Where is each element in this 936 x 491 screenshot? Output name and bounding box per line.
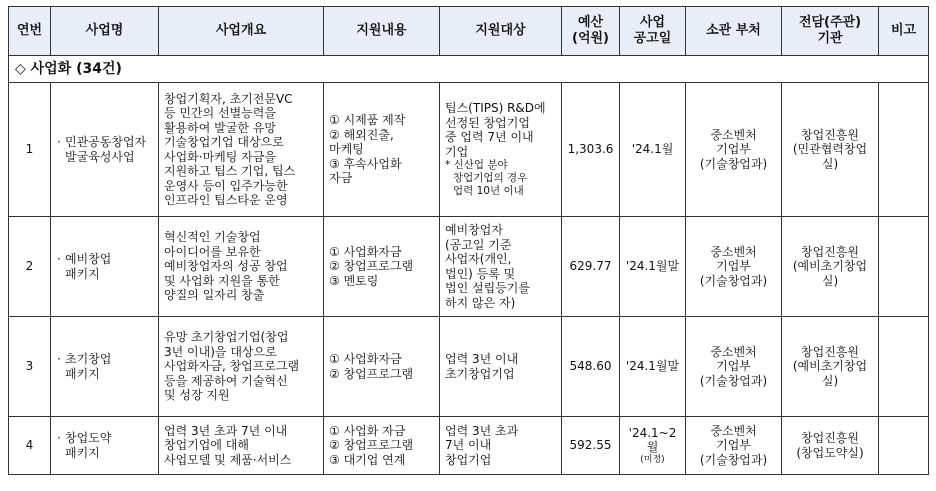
line-text: 초기창업 xyxy=(65,352,112,366)
line-text: 창업기업의 경우 xyxy=(453,172,528,184)
header-notice: 사업 공고일 xyxy=(620,7,686,56)
support-target xyxy=(440,217,562,317)
header-target: 지원대상 xyxy=(440,7,562,56)
line-text: 실) xyxy=(821,273,839,288)
line-text: 팁스(TIPS) R&D에 xyxy=(445,101,546,115)
line-text: ② 창업프로그램 xyxy=(329,438,414,453)
support-content xyxy=(324,83,440,217)
line-text: 지원하고 팁스 기업, 팁스 xyxy=(164,164,296,178)
row-number: 3 xyxy=(9,317,51,417)
line-text: 실) xyxy=(821,373,839,388)
line-text: 패키지 xyxy=(65,266,100,281)
support-content xyxy=(324,417,440,475)
budget-value: 548.60 xyxy=(562,317,620,417)
line-text: 및 사업화 지원을 통한 xyxy=(164,273,280,288)
remarks xyxy=(879,217,929,317)
section-row xyxy=(9,56,929,83)
support-content xyxy=(324,217,440,317)
line-text: 기술창업기업 대상으로 xyxy=(164,135,284,149)
line-text: (기술창업과) xyxy=(699,373,768,388)
line-text: 혁신적인 기술창업 xyxy=(164,230,261,245)
header-row xyxy=(9,7,929,56)
line-text: (기술창업과) xyxy=(699,273,768,288)
ministry xyxy=(686,83,782,217)
line-text: (공고일 기준 xyxy=(445,237,512,252)
line-text: 중소벤처 xyxy=(710,423,757,438)
header-name: 사업명 xyxy=(51,7,159,56)
line-text: 예비창업자의 성공 창업 xyxy=(164,259,288,274)
line-text: 사업자(개인, xyxy=(445,252,512,266)
line-text: 운영사 등이 입주가능한 xyxy=(164,178,288,193)
line-text: ② 창업프로그램 xyxy=(329,259,414,274)
line-text: ① 시제품 제작 xyxy=(329,113,406,128)
header-ministry: 소관 부처 xyxy=(686,7,782,56)
line-text: 중 업력 7년 이내 xyxy=(445,130,534,144)
notice-text: '24.1월말 xyxy=(625,359,680,374)
budget-value: 629.77 xyxy=(562,217,620,317)
table-row xyxy=(9,417,929,475)
line-text: 기업부 xyxy=(716,142,751,157)
line-text: 하지 않은 자) xyxy=(445,295,516,310)
line-text: ③ 멘토링 xyxy=(329,273,379,288)
line-text: 기업부 xyxy=(716,438,751,453)
notice-text: 월 xyxy=(646,440,659,454)
ministry xyxy=(686,317,782,417)
line-text: 업력 3년 초과 7년 이내 xyxy=(164,423,288,438)
notice-text: '24.1월 xyxy=(631,142,674,157)
program-overview xyxy=(159,83,324,217)
line-text: 실) xyxy=(821,156,839,171)
line-text: ② 해외진출, xyxy=(329,127,394,142)
line-text: 창업기업에 대해 xyxy=(164,438,249,453)
line-text: 창업도약 xyxy=(65,431,112,445)
table-row xyxy=(9,217,929,317)
agency xyxy=(782,317,879,417)
line-text: 법인) 등록 및 xyxy=(445,266,516,281)
notice-text: '24.1~2 xyxy=(628,425,677,440)
bullet-icon: · xyxy=(57,252,61,266)
notice-text: '24.1월말 xyxy=(625,259,680,274)
header-support: 지원내용 xyxy=(324,7,440,56)
notice-date xyxy=(620,217,686,317)
agency xyxy=(782,217,879,317)
line-text: ② 창업프로그램 xyxy=(329,366,414,381)
program-overview xyxy=(159,417,324,475)
line-text: 업력 10년 이내 xyxy=(453,185,524,197)
line-text: (창업도약실) xyxy=(796,445,864,460)
line-text: 사업화·마케팅 자금을 xyxy=(164,149,276,164)
line-text: 및 성장 지원 xyxy=(164,388,230,403)
notice-subnote: (미정) xyxy=(640,454,665,465)
program-table xyxy=(8,6,929,475)
line-text: 등을 제공하여 기술혁신 xyxy=(164,373,288,388)
line-text: 자금 xyxy=(329,171,353,186)
program-name xyxy=(51,83,159,217)
line-text: 중소벤처 xyxy=(710,344,757,359)
line-text: 패키지 xyxy=(65,366,100,381)
line-text: ① 사업화 자금 xyxy=(329,423,406,438)
line-text: 업력 3년 초과 xyxy=(445,423,519,438)
header-budget: 예산 (억원) xyxy=(562,7,620,56)
line-text: 창업진흥원 xyxy=(801,244,859,259)
row-number: 2 xyxy=(9,217,51,317)
notice-date xyxy=(620,317,686,417)
line-text: 창업진흥원 xyxy=(801,127,859,142)
line-text: (기술창업과) xyxy=(699,156,768,171)
target-note xyxy=(445,159,558,198)
line-text: 예비창업 xyxy=(65,252,112,266)
line-text: 기업부 xyxy=(716,259,751,274)
line-text: * 신산업 분야 xyxy=(445,159,508,171)
support-content xyxy=(324,317,440,417)
line-text: 민관공동창업자 xyxy=(65,135,147,149)
support-target xyxy=(440,317,562,417)
ministry xyxy=(686,417,782,475)
line-text: 창업기획자, 초기전문VC xyxy=(164,91,293,106)
table-row xyxy=(9,317,929,417)
header-remarks: 비고 xyxy=(879,7,929,56)
program-name xyxy=(51,217,159,317)
bullet-icon: · xyxy=(57,431,61,445)
line-text: ③ 후속사업화 xyxy=(329,156,402,171)
program-name xyxy=(51,417,159,475)
line-text: ③ 대기업 연계 xyxy=(329,452,406,467)
notice-date xyxy=(620,417,686,475)
row-number: 1 xyxy=(9,83,51,217)
line-text: 창업진흥원 xyxy=(801,431,859,445)
line-text: 아이디어를 보유한 xyxy=(164,244,261,259)
line-text: 법인 설립등기를 xyxy=(445,281,530,295)
line-text: 패키지 xyxy=(65,445,100,460)
line-text: 기업부 xyxy=(716,359,751,374)
remarks xyxy=(879,83,929,217)
line-text: 중소벤처 xyxy=(710,244,757,259)
budget-value: 592.55 xyxy=(562,417,620,475)
line-text: 마케팅 xyxy=(329,142,364,157)
remarks xyxy=(879,417,929,475)
line-text: (민관협력창업 xyxy=(792,142,868,157)
line-text: (예비초기창업 xyxy=(792,359,868,374)
line-text: ① 사업화자금 xyxy=(329,352,402,366)
line-text: 7년 이내 xyxy=(445,438,492,453)
line-text: (예비초기창업 xyxy=(792,259,868,274)
line-text: 발굴육성사업 xyxy=(65,149,135,164)
row-number: 4 xyxy=(9,417,51,475)
line-text: 인프라인 팁스타운 운영 xyxy=(164,193,288,207)
bullet-icon: · xyxy=(57,352,61,366)
line-text: 선정된 창업기업 xyxy=(445,115,530,130)
agency xyxy=(782,417,879,475)
line-text: 사업화자금, 창업프로그램 xyxy=(164,359,300,374)
line-text: 창업진흥원 xyxy=(801,344,859,359)
header-no: 연번 xyxy=(9,7,51,56)
line-text: 3년 이내)을 대상으로 xyxy=(164,344,277,359)
agency xyxy=(782,83,879,217)
line-text: 초기창업기업 xyxy=(445,366,515,381)
line-text: 기업 xyxy=(445,144,469,159)
program-overview xyxy=(159,317,324,417)
line-text: 예비창업자 xyxy=(445,223,503,237)
remarks xyxy=(879,317,929,417)
line-text: 중소벤처 xyxy=(710,127,757,142)
notice-date xyxy=(620,83,686,217)
header-overview: 사업개요 xyxy=(159,7,324,56)
ministry xyxy=(686,217,782,317)
line-text: 유망 초기창업기업(창업 xyxy=(164,330,289,345)
line-text: 양질의 일자리 창출 xyxy=(164,288,265,303)
line-text: 등 민간의 선별능력을 xyxy=(164,106,276,120)
line-text: 사업모델 및 제품·서비스 xyxy=(164,452,292,467)
table-row xyxy=(9,83,929,217)
program-name xyxy=(51,317,159,417)
line-text: ① 사업화자금 xyxy=(329,244,402,259)
program-overview xyxy=(159,217,324,317)
section-title: ◇ 사업화 (34건) xyxy=(9,56,929,83)
header-agency: 전담(주관) 기관 xyxy=(782,7,879,56)
line-text: 업력 3년 이내 xyxy=(445,352,519,366)
budget-value: 1,303.6 xyxy=(562,83,620,217)
support-target xyxy=(440,417,562,475)
support-target xyxy=(440,83,562,217)
line-text: (기술창업과) xyxy=(699,452,768,467)
bullet-icon: · xyxy=(57,135,61,149)
line-text: 창업기업 xyxy=(445,452,492,467)
line-text: 활용하여 발굴한 유망 xyxy=(164,120,276,135)
